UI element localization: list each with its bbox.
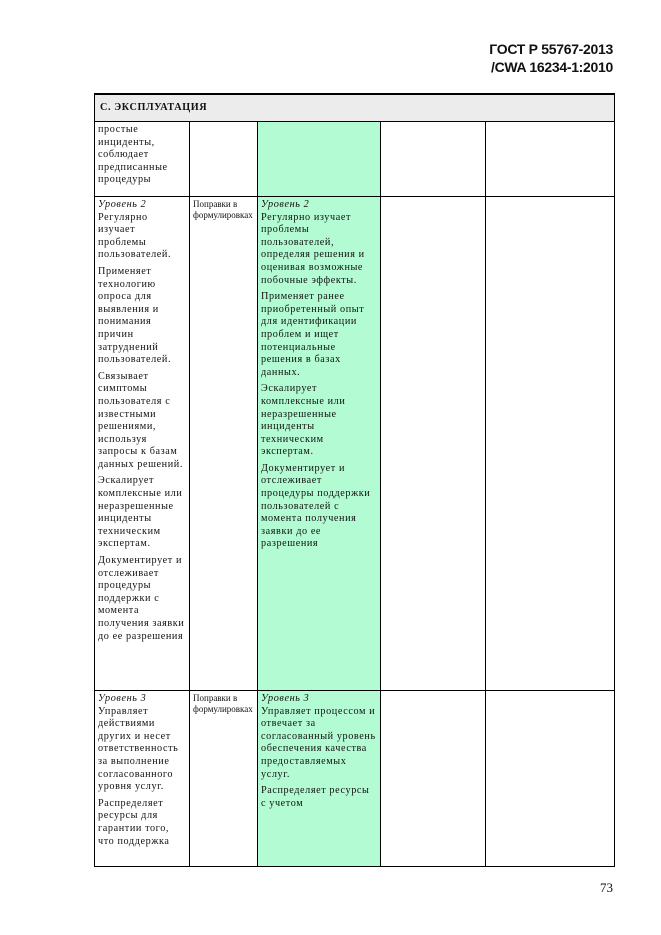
row1-col4 bbox=[381, 122, 486, 197]
paragraph: Эскалирует комплексные или неразрешенные инциденты техническим экспертам. bbox=[98, 475, 183, 550]
document-code-line1: ГОСТ Р 55767-2013 bbox=[489, 41, 613, 57]
paragraph: Управляет действиями других и несет ответственность за выполнение согласованного уровня услуг. bbox=[98, 705, 179, 793]
paragraph: Документирует и отслеживает процедуры поддержки с момента получения заявки до ее разрешения bbox=[98, 555, 185, 642]
row2-col3 bbox=[258, 197, 381, 691]
table-header-row bbox=[95, 94, 615, 122]
paragraph: Применяет ранее приобретенный опыт для идентификации проблем и ищет потенциальные решения в базах данных. bbox=[261, 291, 365, 378]
section-title: С. ЭКСПЛУАТАЦИЯ bbox=[95, 94, 615, 122]
level-label: Уровень 3 bbox=[261, 693, 310, 704]
row3-col3 bbox=[258, 691, 381, 867]
level-label: Уровень 2 bbox=[261, 199, 310, 210]
row3-col4 bbox=[381, 691, 486, 867]
paragraph: Применяет технологию опроса для выявления и понимания причин затруднений пользователей. bbox=[98, 265, 172, 366]
paragraph: Документирует и отслеживает процедуры поддержки пользователей с момента получения заявки до ее разрешения bbox=[261, 462, 371, 550]
paragraph: Связывает симптомы пользователя с известными решениями, используя запросы к базам данных решений. bbox=[98, 370, 183, 470]
row3-col5 bbox=[486, 691, 615, 867]
paragraph: Регулярно изучает проблемы пользователей. bbox=[98, 211, 172, 261]
row2-col4 bbox=[381, 197, 486, 691]
row1-col1: простые инциденты, соблюдает предписанные процедуры bbox=[95, 122, 190, 197]
table-row bbox=[95, 197, 615, 691]
table-row bbox=[95, 691, 615, 867]
row1-col5 bbox=[486, 122, 615, 197]
paragraph: Распределяет ресурсы с учетом bbox=[261, 785, 370, 809]
row2-col1 bbox=[95, 197, 190, 691]
paragraph: Регулярно изучает проблемы пользователей, определяя решения и оценивая возможные побочные эффекты. bbox=[261, 211, 365, 286]
row3-col2: Поправки в формулировках bbox=[190, 691, 258, 867]
row1-col3 bbox=[258, 122, 381, 197]
paragraph: Управляет процессом и отвечает за согласованный уровень обеспечения качества предоставляемых услуг. bbox=[261, 705, 376, 780]
level-label: Уровень 2 bbox=[98, 199, 147, 210]
document-code-line2: /CWA 16234-1:2010 bbox=[490, 59, 613, 75]
paragraph: Распределяет ресурсы для гарантии того, что поддержка bbox=[98, 797, 170, 847]
level-label: Уровень 3 bbox=[98, 693, 147, 704]
table-row bbox=[95, 122, 615, 197]
row3-col1 bbox=[95, 691, 190, 867]
row2-col2: Поправки в формулировках bbox=[190, 197, 258, 691]
document-code bbox=[489, 40, 613, 76]
operations-table bbox=[94, 93, 615, 867]
row1-col2 bbox=[190, 122, 258, 197]
row2-col5 bbox=[486, 197, 615, 691]
paragraph: Эскалирует комплексные или неразрешенные инциденты техническим экспертам. bbox=[261, 383, 346, 458]
page-number: 73 bbox=[600, 880, 613, 895]
